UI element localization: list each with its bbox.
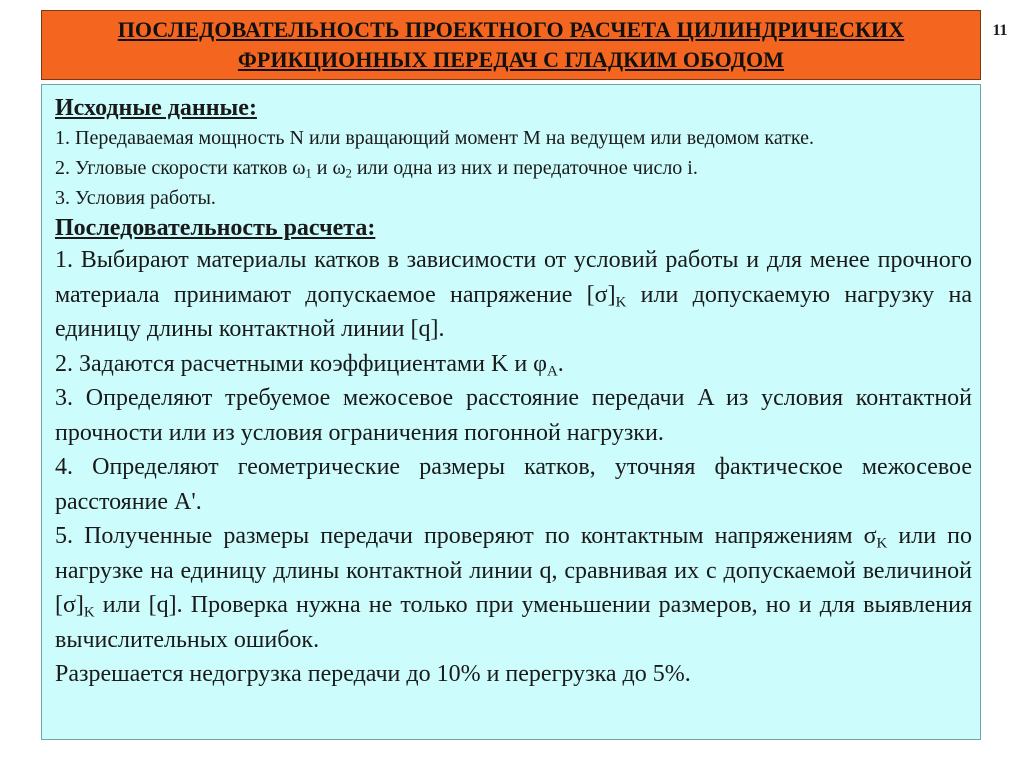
procedure-final-note: Разрешается недогрузка передачи до 10% и перегрузка до 5%. — [55, 661, 691, 687]
initial-data-item-1: 1. Передаваемая мощность N или вращающий момент M на ведущем или ведомом катке. — [55, 127, 815, 149]
step2-text-b: . — [557, 350, 564, 377]
sigma-subscript-k-2: K — [876, 535, 888, 552]
title-banner — [41, 10, 981, 80]
procedure-heading: Последовательность расчета: — [55, 215, 376, 241]
initial-data-item-2 — [55, 153, 972, 183]
procedure-step-2 — [55, 347, 972, 382]
omega-subscript-1: 1 — [305, 166, 312, 181]
procedure-step-1 — [55, 243, 972, 347]
step5-text-b: или по нагрузке на единицу длины контактной линии q, сравнивая их с допускаемой величиной [σ] — [55, 523, 972, 618]
initial-data-heading: Исходные данные: — [55, 95, 257, 121]
content-panel — [41, 84, 981, 740]
procedure-step-4: 4. Определяют геометрические размеры катков, уточняя фактическое межосевое расстояние A'. — [55, 454, 972, 515]
slide-number: 11 — [992, 22, 1008, 39]
title-line-1: ПОСЛЕДОВАТЕЛЬНОСТЬ ПРОЕКТНОГО РАСЧЕТА ЦИЛИНДРИЧЕСКИХ — [117, 17, 905, 42]
sigma-subscript-k: K — [615, 293, 627, 310]
initial-data-item-3: 3. Условия работы. — [55, 187, 216, 209]
item2-text-b: и ω — [311, 157, 346, 179]
step5-text-c: или [q]. Проверка нужна не только при уменьшении размеров, но и для выявления вычислительных ошибок. — [55, 592, 972, 653]
item2-text-c: или одна из них и передаточное число i. — [351, 157, 698, 179]
step2-text-a: 2. Задаются расчетными коэффициентами K и φ — [55, 350, 548, 377]
sigma-subscript-k-3: K — [83, 604, 95, 621]
step1-text-b: или допускаемую нагрузку на единицу длины контактной линии [q]. — [55, 281, 972, 342]
procedure-step-5 — [55, 519, 972, 657]
procedure-step-3: 3. Определяют требуемое межосевое расстояние передачи A из условия контактной прочности или из условия ограничения погонной нагрузки. — [55, 385, 972, 446]
title-line-2: ФРИКЦИОННЫХ ПЕРЕДАЧ С ГЛАДКИМ ОБОДОМ — [237, 47, 785, 72]
omega-subscript-2: 2 — [345, 166, 352, 181]
item2-text-a: 2. Угловые скорости катков ω — [55, 157, 306, 179]
step5-text-a: 5. Полученные размеры передачи проверяют по контактным напряжениям σ — [55, 523, 877, 549]
phi-subscript-a: A — [547, 362, 558, 379]
slide-title — [118, 15, 905, 75]
step1-text-a: 1. Выбирают материалы катков в зависимости от условий работы и для менее прочного материала принимают допускаемое напряжение [σ] — [55, 247, 972, 308]
